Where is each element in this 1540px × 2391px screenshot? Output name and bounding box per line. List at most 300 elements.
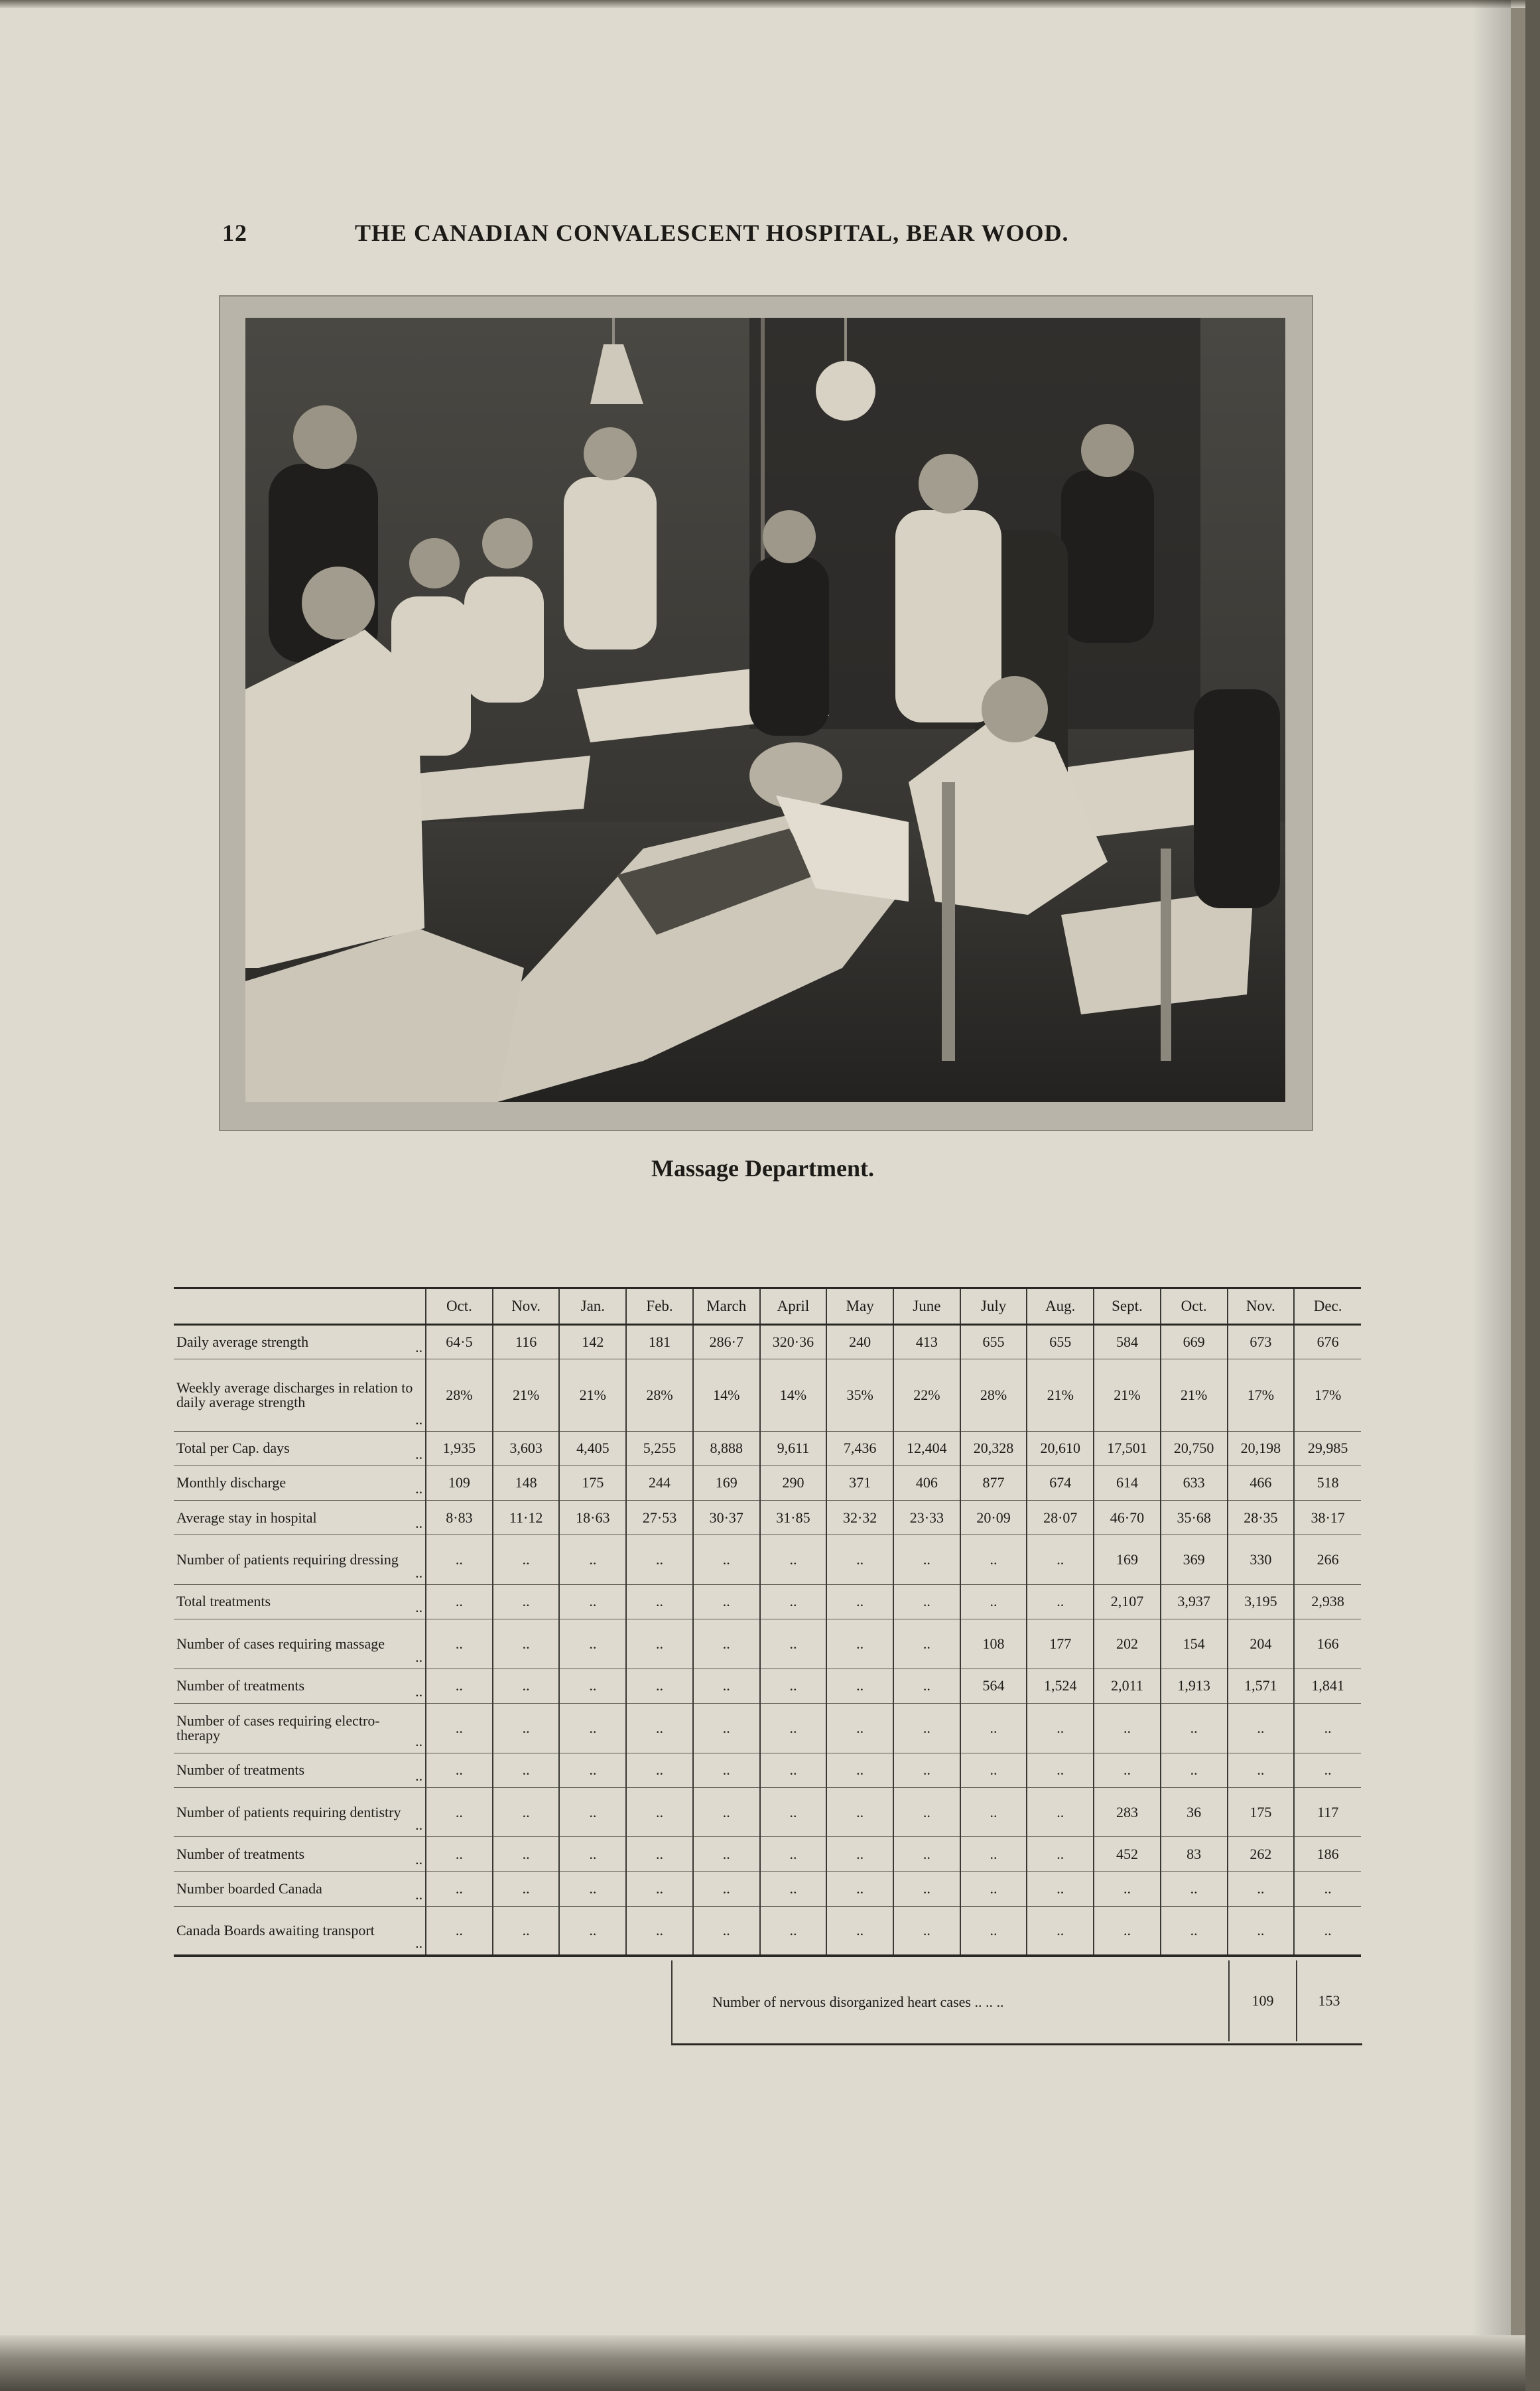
row-label xyxy=(174,1359,426,1432)
table-cell: .. xyxy=(626,1584,693,1619)
nervous-cases-box xyxy=(671,1960,1362,2045)
table-cell: .. xyxy=(960,1787,1027,1837)
table-cell: 3,937 xyxy=(1161,1584,1228,1619)
table-cell: 28% xyxy=(626,1359,693,1432)
row-label xyxy=(174,1703,426,1753)
table-cell: 83 xyxy=(1161,1837,1228,1872)
table-cell: .. xyxy=(426,1584,493,1619)
table-cell: .. xyxy=(426,1619,493,1669)
table-cell: .. xyxy=(1228,1753,1295,1787)
table-cell: 2,107 xyxy=(1094,1584,1161,1619)
table-cell: 18·63 xyxy=(559,1501,626,1535)
table-cell: .. xyxy=(559,1535,626,1585)
table-cell: 177 xyxy=(1027,1619,1094,1669)
row-label-dots: .. xyxy=(415,1682,423,1700)
table-cell: 406 xyxy=(893,1466,960,1500)
table-cell: 330 xyxy=(1228,1535,1295,1585)
table-cell: .. xyxy=(1027,1837,1094,1872)
table-cell: .. xyxy=(760,1872,827,1906)
row-label-text: Weekly average discharges in relation to daily average strength xyxy=(176,1379,413,1410)
column-header: Dec. xyxy=(1294,1288,1361,1325)
table-cell: .. xyxy=(559,1837,626,1872)
row-label-text: Total per Cap. days xyxy=(176,1440,290,1457)
page-header xyxy=(222,219,1151,259)
column-header: July xyxy=(960,1288,1027,1325)
table-cell: .. xyxy=(493,1535,560,1585)
table-cell: 3,195 xyxy=(1228,1584,1295,1619)
row-label-text: Number of patients requiring dentistry xyxy=(176,1803,401,1820)
table-cell: .. xyxy=(1027,1787,1094,1837)
table-cell: 564 xyxy=(960,1669,1027,1703)
table-cell: .. xyxy=(893,1787,960,1837)
table-cell: 36 xyxy=(1161,1787,1228,1837)
column-header: Oct. xyxy=(1161,1288,1228,1325)
row-label-text: Number of treatments xyxy=(176,1761,305,1779)
photo-mount xyxy=(219,295,1313,1131)
table-cell: 20,198 xyxy=(1228,1431,1295,1466)
table-cell: 1,571 xyxy=(1228,1669,1295,1703)
row-label xyxy=(174,1325,426,1359)
table-cell: .. xyxy=(826,1669,893,1703)
table-cell: 1,935 xyxy=(426,1431,493,1466)
table-cell: .. xyxy=(760,1837,827,1872)
table-cell: 12,404 xyxy=(893,1431,960,1466)
table-cell: 169 xyxy=(693,1466,760,1500)
row-label-text: Monthly discharge xyxy=(176,1474,287,1491)
table-cell: 148 xyxy=(493,1466,560,1500)
table-cell: 320·36 xyxy=(760,1325,827,1359)
row-label-dots: .. xyxy=(415,1339,423,1356)
table-cell: .. xyxy=(1228,1872,1295,1906)
spine-shadow xyxy=(1471,0,1511,2391)
table-cell: .. xyxy=(1228,1906,1295,1956)
column-header: Nov. xyxy=(1228,1288,1295,1325)
table-cell: .. xyxy=(626,1703,693,1753)
table-cell: 369 xyxy=(1161,1535,1228,1585)
table-cell: 290 xyxy=(760,1466,827,1500)
table-cell: 877 xyxy=(960,1466,1027,1500)
table-cell: .. xyxy=(493,1753,560,1787)
table-cell: 186 xyxy=(1294,1837,1361,1872)
table-cell: 20,328 xyxy=(960,1431,1027,1466)
table-cell: 669 xyxy=(1161,1325,1228,1359)
table-cell: .. xyxy=(626,1669,693,1703)
table-cell: .. xyxy=(493,1906,560,1956)
table-cell: 266 xyxy=(1294,1535,1361,1585)
table-cell: 169 xyxy=(1094,1535,1161,1585)
table-cell: 3,603 xyxy=(493,1431,560,1466)
row-label xyxy=(174,1837,426,1872)
table-cell: 673 xyxy=(1228,1325,1295,1359)
table-cell: 452 xyxy=(1094,1837,1161,1872)
table-cell: .. xyxy=(826,1872,893,1906)
table-cell: .. xyxy=(426,1837,493,1872)
table-row xyxy=(174,1431,1361,1466)
running-head: THE CANADIAN CONVALESCENT HOSPITAL, BEAR WOOD. xyxy=(355,220,1069,246)
table-cell: .. xyxy=(1294,1753,1361,1787)
table-row xyxy=(174,1359,1361,1432)
row-label-text: Number of treatments xyxy=(176,1677,305,1694)
table-cell: .. xyxy=(693,1619,760,1669)
table-cell: .. xyxy=(626,1787,693,1837)
row-label-dots: .. xyxy=(415,1598,423,1615)
table-cell: .. xyxy=(893,1837,960,1872)
table-cell: .. xyxy=(1094,1906,1161,1956)
table-cell: 35% xyxy=(826,1359,893,1432)
table-cell: 21% xyxy=(559,1359,626,1432)
table-cell: 175 xyxy=(1228,1787,1295,1837)
table-cell: 31·85 xyxy=(760,1501,827,1535)
table-cell: .. xyxy=(826,1906,893,1956)
nervous-cases-dots: .. .. .. xyxy=(974,1994,1004,2010)
table-cell: 584 xyxy=(1094,1325,1161,1359)
table-body xyxy=(174,1325,1361,1956)
table-cell: 108 xyxy=(960,1619,1027,1669)
table-cell: .. xyxy=(1027,1906,1094,1956)
table-cell: .. xyxy=(760,1619,827,1669)
table-cell: 109 xyxy=(426,1466,493,1500)
table-cell: 633 xyxy=(1161,1466,1228,1500)
table-cell: 166 xyxy=(1294,1619,1361,1669)
table-cell: .. xyxy=(626,1535,693,1585)
table-cell: .. xyxy=(559,1872,626,1906)
table-cell: .. xyxy=(426,1787,493,1837)
table-cell: .. xyxy=(826,1787,893,1837)
column-header: May xyxy=(826,1288,893,1325)
table-cell: .. xyxy=(559,1584,626,1619)
table-header-label-cell xyxy=(174,1288,426,1325)
table-cell: .. xyxy=(626,1906,693,1956)
table-cell: .. xyxy=(559,1906,626,1956)
table-cell: 28% xyxy=(960,1359,1027,1432)
table-row xyxy=(174,1703,1361,1753)
table-cell: 8,888 xyxy=(693,1431,760,1466)
table-cell: .. xyxy=(960,1837,1027,1872)
table-cell: .. xyxy=(1294,1872,1361,1906)
table-row xyxy=(174,1325,1361,1359)
table-cell: .. xyxy=(893,1906,960,1956)
table-cell: 22% xyxy=(893,1359,960,1432)
table-cell: 11·12 xyxy=(493,1501,560,1535)
table-cell: .. xyxy=(1294,1703,1361,1753)
table-cell: 655 xyxy=(960,1325,1027,1359)
row-label-text: Total treatments xyxy=(176,1593,271,1610)
table-cell: 2,011 xyxy=(1094,1669,1161,1703)
table-cell: 1,524 xyxy=(1027,1669,1094,1703)
table-cell: 14% xyxy=(760,1359,827,1432)
table-cell: .. xyxy=(559,1703,626,1753)
table-cell: .. xyxy=(693,1872,760,1906)
table-cell: 46·70 xyxy=(1094,1501,1161,1535)
table-cell: .. xyxy=(1161,1906,1228,1956)
table-row xyxy=(174,1501,1361,1535)
table-cell: 117 xyxy=(1294,1787,1361,1837)
table-row xyxy=(174,1837,1361,1872)
row-label-dots: .. xyxy=(415,1515,423,1532)
table-cell: .. xyxy=(1094,1872,1161,1906)
table-row xyxy=(174,1753,1361,1787)
table-cell: 202 xyxy=(1094,1619,1161,1669)
table-cell: .. xyxy=(760,1535,827,1585)
table-cell: 283 xyxy=(1094,1787,1161,1837)
table-cell: .. xyxy=(493,1787,560,1837)
table-cell: 116 xyxy=(493,1325,560,1359)
column-header: Nov. xyxy=(493,1288,560,1325)
table-cell: .. xyxy=(1294,1906,1361,1956)
row-label-dots: .. xyxy=(415,1935,423,1951)
table-cell: .. xyxy=(559,1619,626,1669)
row-label xyxy=(174,1872,426,1906)
table-cell: .. xyxy=(493,1619,560,1669)
nervous-cases-value: 109 xyxy=(1228,1960,1297,2041)
table-cell: 64·5 xyxy=(426,1325,493,1359)
table-cell: .. xyxy=(426,1703,493,1753)
row-label-dots: .. xyxy=(415,1885,423,1903)
row-label-text: Number of patients requiring dressing xyxy=(176,1550,399,1568)
table-cell: .. xyxy=(826,1703,893,1753)
table-cell: 181 xyxy=(626,1325,693,1359)
table-cell: .. xyxy=(626,1619,693,1669)
table-cell: .. xyxy=(960,1584,1027,1619)
table-cell: .. xyxy=(1027,1535,1094,1585)
page-number: 12 xyxy=(222,220,247,246)
table-cell: .. xyxy=(1161,1753,1228,1787)
table-cell: 655 xyxy=(1027,1325,1094,1359)
table-cell: 142 xyxy=(559,1325,626,1359)
table-cell: 23·33 xyxy=(893,1501,960,1535)
table-cell: .. xyxy=(826,1753,893,1787)
table-cell: .. xyxy=(1027,1584,1094,1619)
table-cell: 466 xyxy=(1228,1466,1295,1500)
table-row xyxy=(174,1787,1361,1837)
table-cell: 676 xyxy=(1294,1325,1361,1359)
table-cell: 28·35 xyxy=(1228,1501,1295,1535)
table-cell: .. xyxy=(1228,1703,1295,1753)
table-cell: .. xyxy=(426,1669,493,1703)
table-cell: .. xyxy=(960,1906,1027,1956)
table-cell: .. xyxy=(960,1753,1027,1787)
table-cell: .. xyxy=(493,1837,560,1872)
table-cell: .. xyxy=(960,1872,1027,1906)
row-label-dots: .. xyxy=(415,1648,423,1665)
table-cell: 14% xyxy=(693,1359,760,1432)
row-label-dots: .. xyxy=(415,1410,423,1428)
table-cell: .. xyxy=(893,1669,960,1703)
nervous-cases-value: 153 xyxy=(1318,1992,1340,2009)
table-cell: .. xyxy=(559,1753,626,1787)
table-cell: 4,405 xyxy=(559,1431,626,1466)
table-cell: .. xyxy=(960,1535,1027,1585)
table-cell: 20,750 xyxy=(1161,1431,1228,1466)
table-cell: 21% xyxy=(1094,1359,1161,1432)
table-cell: .. xyxy=(693,1906,760,1956)
table-cell: .. xyxy=(893,1584,960,1619)
table-row xyxy=(174,1906,1361,1956)
table-cell: .. xyxy=(426,1753,493,1787)
column-header: Jan. xyxy=(559,1288,626,1325)
table-cell: 371 xyxy=(826,1466,893,1500)
table-cell: .. xyxy=(559,1787,626,1837)
table-cell: 38·17 xyxy=(1294,1501,1361,1535)
table-cell: .. xyxy=(893,1753,960,1787)
table-cell: .. xyxy=(760,1703,827,1753)
column-header: April xyxy=(760,1288,827,1325)
table-header-row xyxy=(174,1288,1361,1325)
table-cell: .. xyxy=(426,1535,493,1585)
table-cell: 20,610 xyxy=(1027,1431,1094,1466)
table-cell: .. xyxy=(826,1619,893,1669)
table-row xyxy=(174,1669,1361,1703)
table-row xyxy=(174,1535,1361,1585)
table-cell: .. xyxy=(693,1669,760,1703)
table-cell: 204 xyxy=(1228,1619,1295,1669)
table-cell: .. xyxy=(493,1584,560,1619)
table-cell: .. xyxy=(426,1906,493,1956)
massage-department-photo xyxy=(245,318,1285,1102)
table-cell: .. xyxy=(893,1703,960,1753)
table-cell: 2,938 xyxy=(1294,1584,1361,1619)
column-header: June xyxy=(893,1288,960,1325)
table-cell: .. xyxy=(693,1535,760,1585)
nervous-cases-label-text: Number of nervous disorganized heart cases xyxy=(712,1994,971,2010)
table-cell: .. xyxy=(626,1753,693,1787)
table-cell: 32·32 xyxy=(826,1501,893,1535)
table-cell: 17% xyxy=(1294,1359,1361,1432)
column-header: March xyxy=(693,1288,760,1325)
table-cell: 30·37 xyxy=(693,1501,760,1535)
row-label-dots: .. xyxy=(415,1732,423,1749)
table-cell: 20·09 xyxy=(960,1501,1027,1535)
row-label-dots: .. xyxy=(415,1564,423,1581)
table-cell: .. xyxy=(693,1584,760,1619)
table-cell: 35·68 xyxy=(1161,1501,1228,1535)
row-label xyxy=(174,1753,426,1787)
table-row xyxy=(174,1619,1361,1669)
table-cell: 21% xyxy=(1027,1359,1094,1432)
table-cell: 9,611 xyxy=(760,1431,827,1466)
nervous-cases-label xyxy=(712,1994,1003,2011)
table-cell: .. xyxy=(960,1703,1027,1753)
table-cell: .. xyxy=(893,1535,960,1585)
table-cell: 518 xyxy=(1294,1466,1361,1500)
row-label-text: Canada Boards awaiting transport xyxy=(176,1921,375,1939)
table-row xyxy=(174,1584,1361,1619)
table-cell: 5,255 xyxy=(626,1431,693,1466)
table-row xyxy=(174,1466,1361,1500)
table-cell: .. xyxy=(1027,1753,1094,1787)
row-label xyxy=(174,1535,426,1585)
table-cell: 28% xyxy=(426,1359,493,1432)
table-cell: 674 xyxy=(1027,1466,1094,1500)
table-cell: .. xyxy=(826,1535,893,1585)
table-cell: 17% xyxy=(1228,1359,1295,1432)
table-cell: 1,913 xyxy=(1161,1669,1228,1703)
table-cell: .. xyxy=(826,1584,893,1619)
row-label-text: Number of cases requiring massage xyxy=(176,1635,385,1652)
table-cell: .. xyxy=(1161,1703,1228,1753)
table-cell: 21% xyxy=(493,1359,560,1432)
column-header: Aug. xyxy=(1027,1288,1094,1325)
row-label-text: Number of cases requiring electro-therapy xyxy=(176,1712,380,1743)
row-label xyxy=(174,1501,426,1535)
table-cell: 286·7 xyxy=(693,1325,760,1359)
table-row xyxy=(174,1872,1361,1906)
row-label-dots: .. xyxy=(415,1445,423,1462)
table-cell: .. xyxy=(1161,1872,1228,1906)
row-label-text: Daily average strength xyxy=(176,1333,309,1351)
table-cell: .. xyxy=(760,1669,827,1703)
row-label xyxy=(174,1584,426,1619)
row-label-dots: .. xyxy=(415,1816,423,1834)
table-cell: .. xyxy=(693,1837,760,1872)
table-cell: .. xyxy=(693,1703,760,1753)
page-bottom-edge xyxy=(0,2335,1525,2391)
table-cell: .. xyxy=(893,1872,960,1906)
table-cell: .. xyxy=(1027,1872,1094,1906)
row-label xyxy=(174,1431,426,1466)
table-cell: .. xyxy=(626,1872,693,1906)
table-cell: .. xyxy=(626,1837,693,1872)
row-label-dots: .. xyxy=(415,1851,423,1868)
row-label xyxy=(174,1906,426,1956)
row-label-dots: .. xyxy=(415,1767,423,1784)
row-label xyxy=(174,1787,426,1837)
column-header: Sept. xyxy=(1094,1288,1161,1325)
table-cell: .. xyxy=(760,1787,827,1837)
row-label-dots: .. xyxy=(415,1480,423,1497)
table-cell: .. xyxy=(760,1753,827,1787)
row-label xyxy=(174,1466,426,1500)
table-cell: .. xyxy=(426,1872,493,1906)
row-label-text: Average stay in hospital xyxy=(176,1509,317,1526)
table-cell: 240 xyxy=(826,1325,893,1359)
table-cell: .. xyxy=(760,1584,827,1619)
table-cell: 244 xyxy=(626,1466,693,1500)
table-cell: .. xyxy=(559,1669,626,1703)
table-cell: 27·53 xyxy=(626,1501,693,1535)
table-cell: .. xyxy=(893,1619,960,1669)
column-header: Feb. xyxy=(626,1288,693,1325)
row-label xyxy=(174,1619,426,1669)
table-cell: .. xyxy=(493,1872,560,1906)
photo-caption: Massage Department. xyxy=(651,1155,874,1182)
table-cell: 17,501 xyxy=(1094,1431,1161,1466)
table-cell: 262 xyxy=(1228,1837,1295,1872)
table-cell: 614 xyxy=(1094,1466,1161,1500)
table-cell: .. xyxy=(760,1906,827,1956)
table-cell: .. xyxy=(493,1669,560,1703)
row-label-text: Number of treatments xyxy=(176,1845,305,1862)
table-cell: 413 xyxy=(893,1325,960,1359)
column-header: Oct. xyxy=(426,1288,493,1325)
table-cell: .. xyxy=(1094,1753,1161,1787)
table-cell: 8·83 xyxy=(426,1501,493,1535)
table-cell: .. xyxy=(493,1703,560,1753)
table-cell: .. xyxy=(826,1837,893,1872)
table-cell: .. xyxy=(693,1753,760,1787)
table-cell: 154 xyxy=(1161,1619,1228,1669)
table-cell: 175 xyxy=(559,1466,626,1500)
statistics-table xyxy=(174,1287,1361,1957)
row-label xyxy=(174,1669,426,1703)
page-top-edge xyxy=(0,0,1525,8)
photo-illustration xyxy=(245,318,1285,1102)
row-label-text: Number boarded Canada xyxy=(176,1880,322,1897)
table-cell: 21% xyxy=(1161,1359,1228,1432)
table-cell: .. xyxy=(693,1787,760,1837)
table-cell: .. xyxy=(1027,1703,1094,1753)
table-cell: 1,841 xyxy=(1294,1669,1361,1703)
